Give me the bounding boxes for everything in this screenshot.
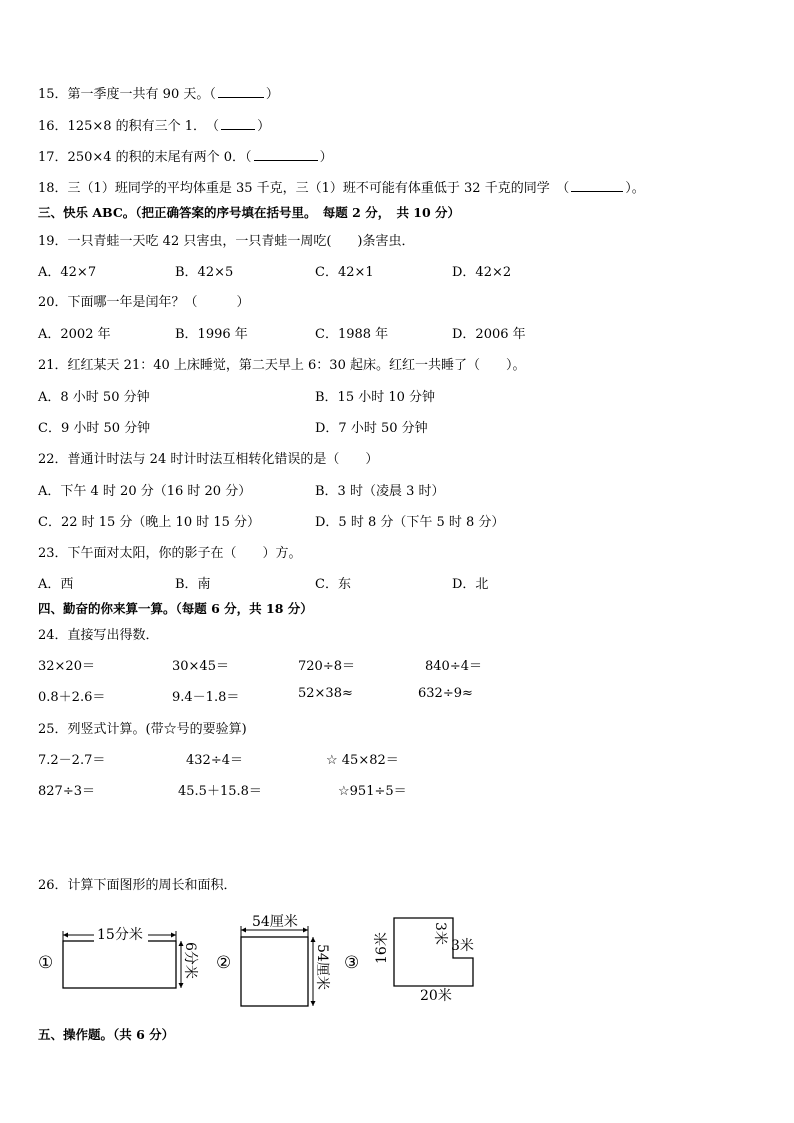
q21-option-b[interactable]: B．15 小时 10 分钟 [315, 390, 436, 405]
figure-1-side-label: 6分米 [182, 942, 198, 979]
q25-item: 827÷3＝ [38, 784, 95, 799]
q20-option-b[interactable]: B．1996 年 [175, 327, 248, 342]
answer-blank[interactable] [254, 148, 318, 161]
q24-item: 32×20＝ [38, 659, 95, 674]
q25-stem: 25．列竖式计算。(带☆号的要验算) [38, 722, 247, 737]
q19-option-d[interactable]: D．42×2 [452, 265, 512, 280]
q24-item: 0.8＋2.6＝ [38, 690, 106, 705]
q16-close: ） [257, 119, 271, 134]
q20-stem: 20．下面哪一年是闰年？（ ） [38, 295, 250, 310]
answer-blank[interactable] [218, 85, 264, 98]
q25-item: 7.2－2.7＝ [38, 753, 106, 768]
q24-item: 840÷4＝ [425, 659, 482, 674]
q21-option-a[interactable]: A．8 小时 50 分钟 [38, 390, 150, 405]
section-4-heading: 四、勤奋的你来算一算。（每题 6 分，共 18 分） [38, 601, 313, 616]
figure-3-notch-vertical-label: 3米 [432, 922, 448, 945]
q22-option-c[interactable]: C．22 时 15 分（晚上 10 时 15 分） [38, 515, 261, 530]
q19-option-c[interactable]: C．42×1 [315, 265, 374, 280]
q17-close: ） [319, 150, 333, 165]
figure-3-number: ③ [344, 953, 360, 973]
q23-option-c[interactable]: C．东 [315, 577, 351, 592]
figure-1-rectangle [63, 941, 176, 988]
q20-option-d[interactable]: D．2006 年 [452, 327, 526, 342]
q26-stem: 26．计算下面图形的周长和面积． [38, 878, 237, 893]
q25-item: 45.5＋15.8＝ [178, 784, 262, 799]
section-3-heading: 三、快乐 ABC。（把正确答案的序号填在括号里。 每题 2 分， 共 10 分） [38, 205, 461, 220]
figure-3-bottom-label: 20米 [420, 988, 452, 1004]
q15 [38, 83, 279, 102]
q23-option-d[interactable]: D．北 [452, 577, 489, 592]
figure-2-top-label: 54厘米 [252, 914, 298, 930]
figure-2-square [241, 937, 308, 1006]
figure-3-notch-horizontal-label: 3米 [451, 938, 474, 954]
q21-option-d[interactable]: D．7 小时 50 分钟 [315, 421, 428, 436]
q19-option-b[interactable]: B．42×5 [175, 265, 234, 280]
q17 [38, 146, 333, 165]
q19-option-a[interactable]: A．42×7 [38, 265, 97, 280]
q26-figures [0, 900, 560, 1012]
q18 [38, 177, 645, 196]
q24-item: 30×45＝ [172, 659, 229, 674]
q18-close: ）。 [625, 181, 645, 196]
q20-option-a[interactable]: A．2002 年 [38, 327, 111, 342]
q17-text: 17．250×4 的积的末尾有两个 0．（ [38, 150, 252, 165]
q16 [38, 115, 270, 134]
q24-item: 9.4－1.8＝ [172, 690, 240, 705]
q24-item: 720÷8＝ [298, 659, 355, 674]
q24-item: 632÷9≈ [418, 686, 473, 701]
section-5-heading: 五、操作题。（共 6 分） [38, 1027, 175, 1042]
q24-stem: 24．直接写出得数． [38, 628, 159, 643]
q25-item: 432÷4＝ [186, 753, 243, 768]
q25-item: ☆951÷5＝ [338, 784, 407, 799]
q24-item: 52×38≈ [298, 686, 353, 701]
figure-1-number: ① [38, 953, 54, 973]
q23-option-a[interactable]: A．西 [38, 577, 74, 592]
figure-2-side-label: 54厘米 [314, 944, 330, 990]
q16-text: 16．125×8 的积有三个 1． （ [38, 119, 220, 134]
answer-blank[interactable] [571, 179, 623, 192]
q15-text: 15．第一季度一共有 90 天。（ [38, 87, 216, 102]
figure-1-top-label: 15分米 [97, 927, 143, 943]
q25-item: ☆ 45×82＝ [326, 753, 399, 768]
q19-stem: 19．一只青蛙一天吃 42 只害虫，一只青蛙一周吃( )条害虫． [38, 234, 415, 249]
figure-2-number: ② [216, 953, 232, 973]
figure-3-left-label: 16米 [374, 932, 390, 964]
q22-stem: 22．普通计时法与 24 时计时法互相转化错误的是（ ） [38, 452, 379, 467]
q20-option-c[interactable]: C．1988 年 [315, 327, 389, 342]
q22-option-a[interactable]: A．下午 4 时 20 分（16 时 20 分） [38, 484, 252, 499]
q22-option-b[interactable]: B．3 时（凌晨 3 时） [315, 484, 445, 499]
answer-blank[interactable] [221, 117, 255, 130]
q23-stem: 23．下午面对太阳，你的影子在（ ）方。 [38, 546, 302, 561]
q21-stem: 21．红红某天 21：40 上床睡觉，第二天早上 6：30 起床。红红一共睡了（ ）。 [38, 358, 526, 373]
q21-option-c[interactable]: C．9 小时 50 分钟 [38, 421, 151, 436]
q22-option-d[interactable]: D．5 时 8 分（下午 5 时 8 分） [315, 515, 505, 530]
q15-close: ） [265, 87, 279, 102]
q18-text: 18．三（1）班同学的平均体重是 35 千克，三（1）班不可能有体重低于 32 千克的同学 （ [38, 181, 570, 196]
q23-option-b[interactable]: B．南 [175, 577, 211, 592]
